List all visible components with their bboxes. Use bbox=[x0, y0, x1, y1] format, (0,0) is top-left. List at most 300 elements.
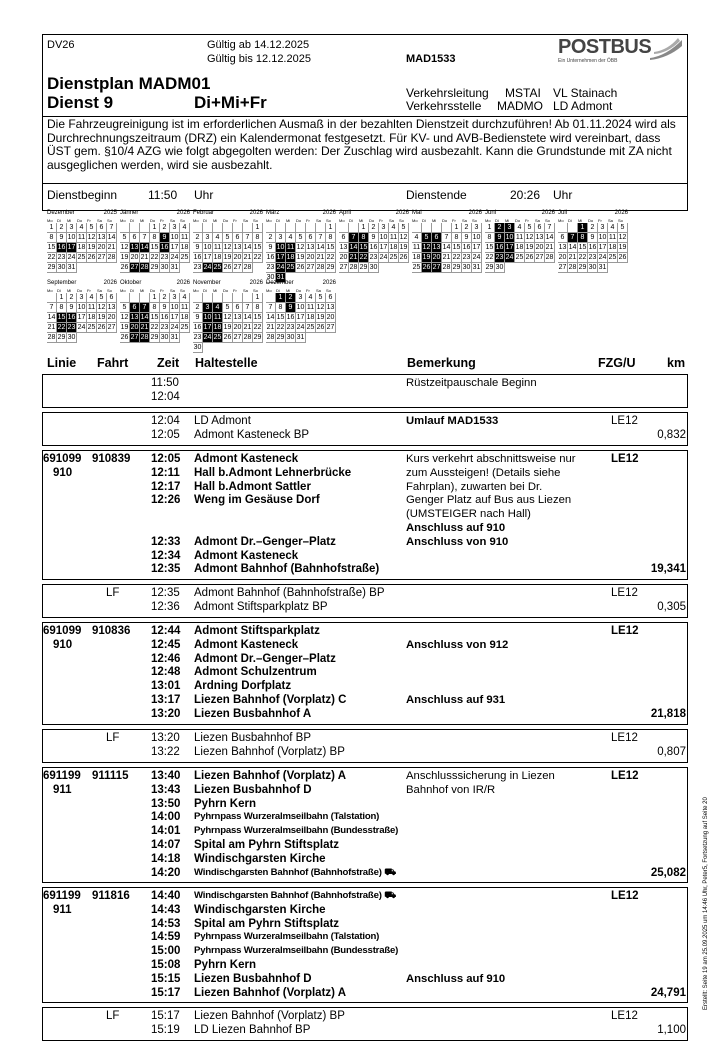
calendar-header bbox=[558, 210, 628, 218]
calendar-day: 13 bbox=[97, 234, 106, 241]
calendar-year: 2026 bbox=[614, 210, 628, 216]
calendar-day: 22 bbox=[253, 324, 262, 331]
weekday-label: Di bbox=[349, 218, 353, 223]
calendar-day: 8 bbox=[578, 233, 588, 243]
trip-number: LF bbox=[106, 732, 120, 744]
distance-km: 24,791 bbox=[650, 986, 686, 999]
calendar-day: 7 bbox=[47, 303, 57, 313]
distance-km: 0,832 bbox=[657, 428, 686, 441]
calendar-day: 28 bbox=[243, 264, 252, 271]
calendar-day: 19 bbox=[525, 244, 534, 251]
calendar-day: 15 bbox=[359, 244, 368, 251]
stop-name: Admont Dr.–Genger–Platz bbox=[194, 652, 336, 665]
line-short: 911 bbox=[53, 783, 72, 796]
calendar-day: 12 bbox=[223, 244, 232, 251]
vehicle-type: LE12 bbox=[611, 625, 639, 637]
stop-time: 14:20 bbox=[151, 866, 181, 879]
calendar-day: 3 bbox=[598, 223, 608, 233]
stop-name: Liezen Busbahnhof D bbox=[194, 783, 312, 796]
logo-subtitle: Ein Unternehmen der ÖBB bbox=[558, 58, 618, 64]
stop-name: Admont Schulzentrum bbox=[194, 666, 317, 679]
calendar-day: 14 bbox=[316, 244, 325, 251]
calendar-day: 15 bbox=[253, 314, 262, 321]
trip-number: 911816 bbox=[92, 890, 130, 902]
calendar-day: 9 bbox=[369, 233, 379, 243]
calendar-day: 18 bbox=[213, 254, 222, 261]
calendar-day: 30 bbox=[57, 264, 66, 271]
weekday-label: So bbox=[399, 218, 404, 223]
calendar-empty-cell bbox=[213, 293, 223, 303]
weekday-label: Fr bbox=[598, 218, 602, 223]
calendar-september-2026 bbox=[47, 280, 117, 343]
stop-time: 13:22 bbox=[151, 745, 180, 758]
remark: Kurs verkehrt abschnittsweise nur bbox=[406, 453, 576, 465]
stop-time: 14:43 bbox=[151, 903, 181, 916]
calendar-day: 28 bbox=[243, 334, 252, 341]
calendar-day: 18 bbox=[213, 324, 222, 331]
calendar-november-2026 bbox=[193, 280, 263, 353]
weekday-label: So bbox=[472, 218, 477, 223]
stop-time: 14:53 bbox=[151, 917, 181, 930]
calendar-empty-cell bbox=[120, 293, 130, 303]
calendar-day: 5 bbox=[223, 303, 233, 313]
weekday-label: Fr bbox=[87, 288, 91, 293]
calendar-day: 3 bbox=[505, 223, 515, 233]
remark: Rüstzeitpauschale Beginn bbox=[406, 377, 537, 389]
calendar-day: 5 bbox=[97, 293, 107, 303]
calendar-day: 25 bbox=[180, 254, 189, 261]
end-unit: Uhr bbox=[553, 188, 573, 202]
col-header-bemerkung: Bemerkung bbox=[407, 356, 476, 370]
calendar-empty-cell bbox=[412, 223, 422, 233]
calendar-grid bbox=[339, 223, 409, 273]
weekday-label: Do bbox=[223, 218, 229, 223]
calendar-day: 18 bbox=[180, 244, 189, 251]
calendar-day: 13 bbox=[130, 314, 139, 321]
weekday-label: Do bbox=[150, 218, 156, 223]
calendar-day: 1 bbox=[150, 293, 160, 303]
remark: Anschluss auf 910 bbox=[406, 522, 506, 534]
calendar-day: 28 bbox=[140, 264, 149, 271]
calendar-day: 2 bbox=[286, 293, 296, 303]
weekday-label: Di bbox=[130, 288, 134, 293]
calendar-day: 5 bbox=[120, 303, 130, 313]
calendar-day: 16 bbox=[57, 244, 66, 251]
calendar-day: 13 bbox=[107, 304, 116, 311]
trip-number: 911115 bbox=[92, 770, 129, 782]
weekday-label: Sa bbox=[97, 218, 102, 223]
duty-block bbox=[42, 412, 688, 446]
remark: Bahnhof von IR/R bbox=[406, 783, 496, 796]
calendar-day: 10 bbox=[203, 244, 212, 251]
calendar-year: 2026 bbox=[249, 280, 263, 286]
calendar-day: 21 bbox=[568, 254, 577, 261]
calendar-day: 6 bbox=[339, 233, 349, 243]
calendar-day: 30 bbox=[588, 264, 597, 271]
calendar-day: 17 bbox=[77, 314, 86, 321]
remark: zum Aussteigen! (Details siehe bbox=[406, 466, 561, 479]
verkehrsstelle-label: Verkehrsstelle bbox=[406, 99, 482, 113]
calendar-empty-cell bbox=[243, 293, 253, 303]
weekday-label: Mo bbox=[47, 218, 53, 223]
calendar-day: 16 bbox=[369, 244, 378, 251]
stop-time: 12:11 bbox=[151, 466, 180, 479]
calendar-day: 24 bbox=[170, 324, 179, 331]
calendar-empty-cell bbox=[316, 223, 326, 233]
calendar-day: 25 bbox=[77, 254, 86, 261]
calendar-day: 8 bbox=[150, 303, 160, 313]
calendar-day: 27 bbox=[233, 334, 242, 341]
stop-name: Liezen Bahnhof (Vorplatz) C bbox=[194, 694, 347, 706]
col-header-fzg: FZG/U bbox=[598, 356, 636, 370]
calendar-header bbox=[120, 210, 190, 218]
calendar-empty-cell bbox=[193, 223, 203, 233]
calendar-day: 14 bbox=[140, 244, 149, 251]
calendar-day: 29 bbox=[253, 334, 262, 341]
calendar-day: 2 bbox=[266, 233, 276, 243]
trip-number: LF bbox=[106, 587, 120, 599]
calendar-day: 18 bbox=[515, 244, 524, 251]
calendar-day: 24 bbox=[379, 254, 388, 261]
calendar-day: 9 bbox=[462, 233, 472, 243]
line-short: 910 bbox=[53, 466, 73, 479]
stop-name: Hall b.Admont Lehnerbrücke bbox=[194, 466, 352, 479]
calendar-day: 17 bbox=[67, 244, 76, 251]
vehicle-type: LE12 bbox=[611, 732, 638, 744]
calendar-day: 23 bbox=[266, 264, 275, 271]
calendar-day: 27 bbox=[306, 264, 315, 271]
calendar-day: 14 bbox=[243, 244, 252, 251]
calendar-day: 24 bbox=[472, 254, 481, 261]
calendar-day: 23 bbox=[193, 334, 202, 341]
weekday-label: Di bbox=[57, 288, 61, 293]
distance-km: 19,341 bbox=[650, 563, 686, 576]
calendar-day: 4 bbox=[412, 233, 422, 243]
weekday-label: So bbox=[326, 218, 331, 223]
calendar-day: 31 bbox=[67, 264, 76, 271]
stop-name: Admont Kasteneck bbox=[194, 549, 299, 562]
calendar-year: 2025 bbox=[103, 210, 117, 216]
weekday-label: Do bbox=[77, 288, 83, 293]
calendar-day: 9 bbox=[160, 303, 170, 313]
weekday-label: Do bbox=[369, 218, 375, 223]
calendar-day: 30 bbox=[160, 264, 169, 271]
postbus-logo bbox=[556, 36, 684, 66]
vehicle-type: LE12 bbox=[611, 890, 639, 902]
line-number: 691199 bbox=[43, 770, 81, 782]
calendar-day: 31 bbox=[170, 264, 179, 271]
calendar-day: 8 bbox=[485, 233, 495, 243]
calendar-day: 10 bbox=[67, 234, 76, 241]
calendar-day: 10 bbox=[203, 314, 212, 321]
calendar-day: 12 bbox=[120, 314, 129, 321]
calendar-day: 12 bbox=[120, 244, 129, 251]
calendar-day: 19 bbox=[223, 324, 232, 331]
calendar-day: 14 bbox=[442, 244, 451, 251]
calendar-day: 4 bbox=[389, 223, 399, 233]
calendar-day: 28 bbox=[266, 334, 275, 341]
calendar-day: 21 bbox=[243, 254, 252, 261]
col-header-linie: Linie bbox=[47, 356, 77, 370]
calendar-day: 9 bbox=[57, 233, 67, 243]
weekday-label: Mo bbox=[485, 218, 491, 223]
calendar-day: 25 bbox=[608, 254, 617, 261]
calendar-day: 4 bbox=[515, 223, 525, 233]
calendar-day: 20 bbox=[107, 314, 116, 321]
calendar-day: 4 bbox=[87, 293, 97, 303]
calendar-day: 19 bbox=[399, 244, 408, 251]
calendar-day: 23 bbox=[57, 254, 66, 261]
calendar-day: 14 bbox=[107, 234, 116, 241]
calendar-day: 3 bbox=[472, 223, 482, 233]
weekday-label: Fr bbox=[452, 218, 456, 223]
stop-time: 12:26 bbox=[151, 494, 181, 507]
calendar-day: 11 bbox=[213, 244, 222, 251]
weekday-label: Sa bbox=[170, 218, 175, 223]
calendar-empty-cell bbox=[266, 293, 276, 303]
calendar-header bbox=[485, 210, 555, 218]
calendar-day: 10 bbox=[276, 244, 285, 251]
calendar-day: 28 bbox=[140, 334, 149, 341]
stop-time: 15:17 bbox=[151, 1010, 180, 1022]
calendar-day: 28 bbox=[316, 264, 325, 271]
stop-name: Windischgarsten Kirche bbox=[194, 903, 326, 916]
calendar-month: April bbox=[339, 210, 352, 216]
stop-time: 12:33 bbox=[151, 535, 181, 548]
stop-time: 14:00 bbox=[151, 811, 181, 824]
calendar-day: 19 bbox=[223, 254, 232, 261]
calendar-day: 20 bbox=[233, 324, 242, 331]
weekday-label: Sa bbox=[389, 218, 394, 223]
calendar-empty-cell bbox=[140, 293, 150, 303]
calendar-day: 29 bbox=[150, 264, 159, 271]
calendar-day: 1 bbox=[452, 223, 462, 233]
calendar-day: 26 bbox=[223, 264, 232, 271]
weekday-label: So bbox=[618, 218, 623, 223]
calendar-day: 29 bbox=[47, 264, 56, 271]
weekday-label: Sa bbox=[535, 218, 540, 223]
calendar-day: 16 bbox=[286, 314, 295, 321]
calendar-grid bbox=[120, 293, 190, 343]
weekday-label: Mo bbox=[339, 218, 345, 223]
line-short: 911 bbox=[53, 903, 72, 916]
weekday-label: Mi bbox=[140, 218, 145, 223]
notice-text: Die Fahrzeugreinigung ist im erforderlichen Ausmaß in der bezahlten Dienstzeit durchzuführen! Ab 01.11.2024 wird als Durchrechnungszeitraum (DRZ) ein Kalendermonat festgesetzt. Für KV- und AVB-Bedienstete wird vereinbart, dass ÜST gem. §10/4 AZG wie folgt abgegolten werden: Der Zuschlag wird ausbezahlt. Kann die Grundstunde mit ZA nicht ausgeglichen werden, wird sie ausbezahlt. bbox=[47, 117, 676, 172]
calendar-day: 15 bbox=[47, 244, 56, 251]
calendar-day: 26 bbox=[120, 334, 129, 341]
calendar-day: 22 bbox=[150, 324, 159, 331]
calendar-day: 11 bbox=[180, 304, 189, 311]
calendar-day: 11 bbox=[87, 304, 96, 311]
verkehrsleitung-code: MSTAI bbox=[505, 86, 541, 100]
stop-time: 12:05 bbox=[151, 453, 181, 465]
calendar-day: 18 bbox=[77, 244, 86, 251]
calendar-grid bbox=[412, 223, 482, 273]
calendar-day: 13 bbox=[339, 244, 348, 251]
calendar-day: 4 bbox=[77, 223, 87, 233]
calendar-day: 5 bbox=[223, 233, 233, 243]
calendar-day: 16 bbox=[160, 244, 169, 251]
calendar-empty-cell bbox=[296, 223, 306, 233]
calendar-day: 5 bbox=[525, 223, 535, 233]
vehicle-type: LE12 bbox=[611, 415, 638, 427]
calendar-day: 21 bbox=[107, 244, 116, 251]
calendar-day: 28 bbox=[349, 264, 358, 271]
calendar-day: 7 bbox=[442, 233, 452, 243]
calendar-day: 27 bbox=[130, 334, 139, 341]
calendar-day: 1 bbox=[253, 293, 263, 303]
stop-time: 13:40 bbox=[151, 770, 181, 782]
distance-km: 0,305 bbox=[657, 600, 686, 613]
calendar-day: 16 bbox=[495, 244, 504, 251]
calendar-day: 8 bbox=[253, 303, 263, 313]
weekday-label: Fr bbox=[233, 288, 237, 293]
calendar-day: 8 bbox=[253, 233, 263, 243]
calendar-day: 7 bbox=[266, 303, 276, 313]
calendar-day: 24 bbox=[203, 334, 212, 341]
calendar-year: 2026 bbox=[541, 210, 555, 216]
weekday-label: Do bbox=[588, 218, 594, 223]
calendar-day: 1 bbox=[276, 293, 286, 303]
remark: Genger Platz auf Bus aus Liezen bbox=[406, 494, 572, 507]
calendar-day: 3 bbox=[276, 233, 286, 243]
calendar-header bbox=[266, 280, 336, 288]
calendar-day: 28 bbox=[47, 334, 56, 341]
calendar-day: 6 bbox=[326, 293, 336, 303]
calendar-day: 1 bbox=[253, 223, 263, 233]
remark: Anschluss von 910 bbox=[406, 535, 509, 548]
calendar-day: 7 bbox=[545, 223, 555, 233]
weekday-label: Mi bbox=[213, 218, 218, 223]
stop-name: Pyhrn Kern bbox=[194, 959, 256, 971]
plan-title: Dienstplan MADM01 bbox=[47, 74, 211, 93]
col-header-zeit: Zeit bbox=[157, 356, 180, 370]
calendar-year: 2026 bbox=[322, 280, 336, 286]
calendar-day: 20 bbox=[130, 324, 139, 331]
calendar-day: 24 bbox=[77, 324, 86, 331]
weekday-label: Mo bbox=[47, 288, 53, 293]
calendar-day: 6 bbox=[558, 233, 568, 243]
calendar-day: 3 bbox=[170, 293, 180, 303]
weekday-label: Fr bbox=[379, 218, 383, 223]
calendar-day: 31 bbox=[598, 264, 607, 271]
calendar-day: 21 bbox=[442, 254, 451, 261]
calendar-day: 2 bbox=[193, 233, 203, 243]
calendar-month: November bbox=[193, 280, 221, 286]
stop-time: 13:17 bbox=[151, 694, 181, 706]
line-number: 691199 bbox=[43, 890, 81, 902]
calendar-empty-cell bbox=[422, 223, 432, 233]
weekday-label: Do bbox=[296, 218, 302, 223]
calendar-day: 2 bbox=[495, 223, 505, 233]
distance-km: 1,100 bbox=[657, 1023, 686, 1036]
calendar-grid bbox=[120, 223, 190, 273]
calendar-day: 17 bbox=[296, 314, 305, 321]
calendar-grid bbox=[193, 293, 263, 353]
calendar-day: 25 bbox=[87, 324, 96, 331]
calendar-day: 6 bbox=[306, 233, 316, 243]
stop-name: Liezen Bahnhof (Vorplatz) A bbox=[194, 770, 347, 782]
calendar-day: 9 bbox=[160, 233, 170, 243]
calendar-day: 9 bbox=[193, 243, 203, 253]
calendar-day: 29 bbox=[57, 334, 66, 341]
calendar-day: 23 bbox=[193, 264, 202, 271]
calendar-day: 22 bbox=[452, 254, 461, 261]
calendar-day: 20 bbox=[233, 254, 242, 261]
stop-time: 15:15 bbox=[151, 972, 181, 985]
weekday-label: Mi bbox=[432, 218, 437, 223]
footer-side-note: Erstellt: Seite 19 am 25.09.2025 um 14:46 Uhr, Peter5, Fortsetzung auf Seite 20 bbox=[703, 797, 709, 1010]
stop-time: 13:43 bbox=[151, 783, 181, 796]
calendar-day: 2 bbox=[57, 223, 67, 233]
stop-name: Liezen Busbahnhof D bbox=[194, 972, 312, 985]
calendar-day: 16 bbox=[266, 254, 275, 261]
stop-name: Admont Stiftsparkplatz BP bbox=[194, 600, 328, 613]
weekday-label: Mi bbox=[286, 288, 291, 293]
dienst-number: Dienst 9 bbox=[47, 93, 114, 112]
stop-name: Ardning Dorfplatz bbox=[194, 680, 292, 693]
calendar-grid bbox=[485, 223, 555, 273]
weekday-label: Mi bbox=[505, 218, 510, 223]
stop-time: 12:34 bbox=[151, 549, 181, 562]
stop-name: Pyhrnpass Wurzeralmseilbahn (Bundesstraße) bbox=[194, 825, 399, 837]
weekday-label: Do bbox=[223, 288, 229, 293]
calendar-day: 27 bbox=[130, 264, 139, 271]
calendar-day: 15 bbox=[276, 314, 285, 321]
weekday-label: So bbox=[545, 218, 550, 223]
calendar-day: 8 bbox=[276, 303, 286, 313]
weekday-label: So bbox=[253, 218, 258, 223]
calendar-day: 12 bbox=[399, 234, 408, 241]
calendar-day: 23 bbox=[160, 254, 169, 261]
calendar-day: 22 bbox=[359, 254, 368, 261]
stop-name: LD Admont bbox=[194, 415, 251, 427]
calendar-day: 17 bbox=[598, 244, 607, 251]
calendar-month: Februar bbox=[193, 210, 215, 216]
calendar-day: 11 bbox=[180, 234, 189, 241]
calendar-day: 13 bbox=[558, 244, 567, 251]
calendar-day: 6 bbox=[432, 233, 442, 243]
calendar-day: 23 bbox=[67, 324, 76, 331]
weekday-label: Mo bbox=[120, 288, 126, 293]
calendar-day: 24 bbox=[170, 254, 179, 261]
calendar-day: 1 bbox=[326, 223, 336, 233]
weekday-label: Di bbox=[568, 218, 572, 223]
calendar-day: 7 bbox=[140, 233, 150, 243]
calendar-day: 1 bbox=[57, 293, 67, 303]
weekday-label: Sa bbox=[608, 218, 613, 223]
trip-number: 910836 bbox=[92, 625, 131, 637]
stop-time: 12:35 bbox=[151, 587, 180, 599]
calendar-day: 21 bbox=[349, 254, 358, 261]
weekday-label: So bbox=[180, 218, 185, 223]
calendar-empty-cell bbox=[349, 223, 359, 233]
start-time: 11:50 bbox=[148, 188, 178, 202]
calendar-day: 15 bbox=[57, 314, 66, 321]
calendar-day: 7 bbox=[316, 233, 326, 243]
calendar-day: 9 bbox=[495, 233, 505, 243]
calendar-februar-2026 bbox=[193, 210, 263, 273]
calendar-day: 18 bbox=[180, 314, 189, 321]
calendar-day: 30 bbox=[495, 264, 504, 271]
calendar-juli-2026 bbox=[558, 210, 628, 273]
calendar-day: 16 bbox=[193, 254, 202, 261]
stop-name: Admont Kasteneck bbox=[194, 453, 299, 465]
calendar-day: 8 bbox=[359, 233, 369, 243]
calendar-day: 6 bbox=[130, 233, 140, 243]
calendar-day: 13 bbox=[233, 314, 242, 321]
weekday-label: Mi bbox=[213, 288, 218, 293]
